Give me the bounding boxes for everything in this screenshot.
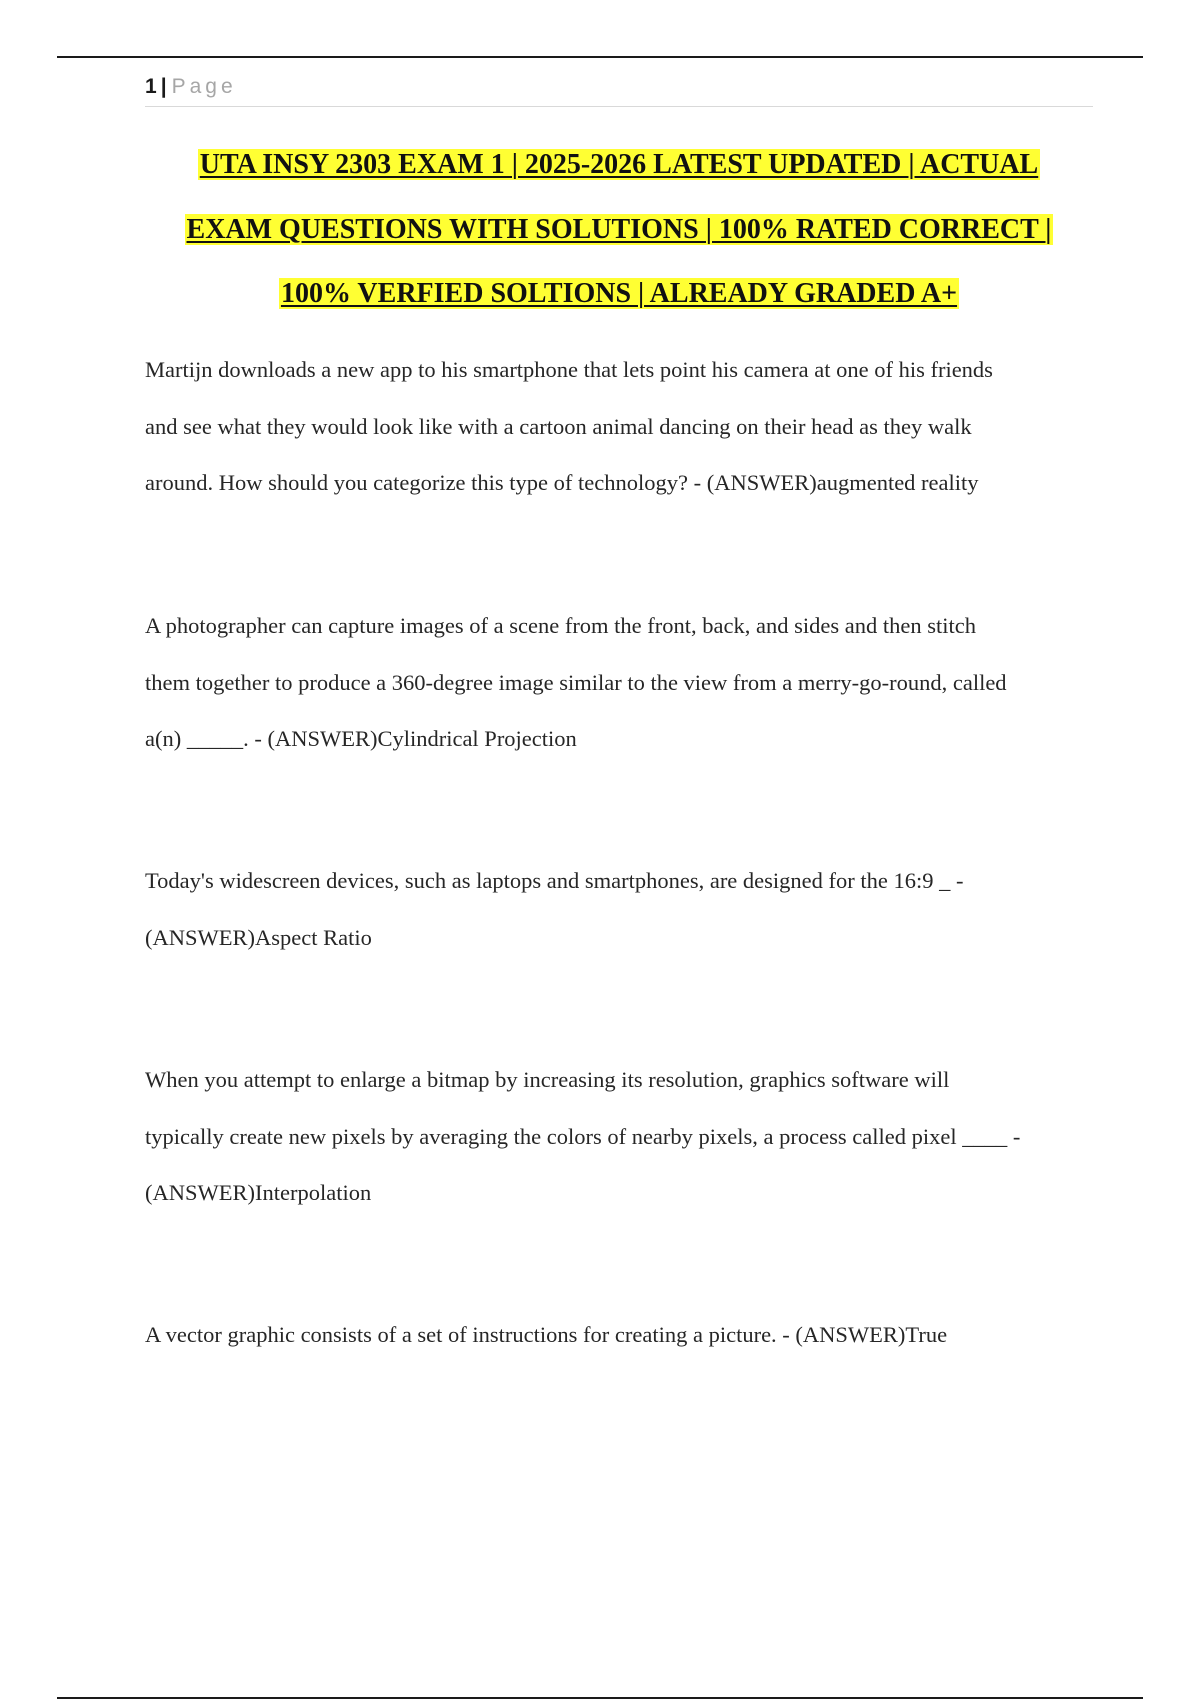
question-line: (ANSWER)Aspect Ratio — [145, 924, 372, 950]
question-line: around. How should you categorize this type of technology? - (ANSWER)augmented reality — [145, 470, 979, 495]
question-line: them together to produce a 360-degree image similar to the view from a merry-go-round, called — [145, 669, 1007, 695]
title-line — [145, 262, 1093, 327]
title-line — [145, 198, 1093, 263]
question-answer-3 — [145, 853, 1095, 966]
question-line: typically create new pixels by averaging the colors of nearby pixels, a process called pixel ____ - — [145, 1123, 1021, 1149]
page-number: 1 — [145, 75, 157, 98]
page-separator: | — [160, 75, 167, 98]
question-line: Today's widescreen devices, such as laptops and smartphones, are designed for the 16:9 _ - — [145, 868, 964, 893]
question-answer-4 — [145, 1052, 1095, 1222]
title-line-text: UTA INSY 2303 EXAM 1 | 2025-2026 LATEST UPDATED | ACTUAL — [199, 149, 1039, 180]
question-answer-2 — [145, 598, 1095, 768]
document-title — [145, 133, 1093, 327]
title-line — [145, 133, 1093, 198]
question-line: (ANSWER)Interpolation — [145, 1180, 372, 1205]
question-answer-1 — [145, 342, 1095, 512]
page-header — [145, 72, 1093, 107]
question-line: Martijn downloads a new app to his smartphone that lets point his camera at one of his friends — [145, 357, 993, 382]
title-line-text: 100% VERFIED SOLTIONS | ALREADY GRADED A+ — [280, 278, 958, 309]
question-line: A vector graphic consists of a set of instructions for creating a picture. - (ANSWER)True — [145, 1322, 948, 1347]
bottom-border-rule — [57, 1697, 1143, 1699]
title-line-text: EXAM QUESTIONS WITH SOLUTIONS | 100% RATED CORRECT | — [186, 213, 1052, 245]
question-answer-5 — [145, 1307, 1095, 1364]
question-line: When you attempt to enlarge a bitmap by increasing its resolution, graphics software will — [145, 1067, 950, 1092]
top-border-rule — [57, 56, 1143, 58]
question-line: and see what they would look like with a cartoon animal dancing on their head as they walk — [145, 413, 972, 439]
question-line: A photographer can capture images of a scene from the front, back, and sides and then stitch — [145, 613, 976, 638]
question-line: a(n) _____. - (ANSWER)Cylindrical Projection — [145, 726, 577, 751]
page-label: Page — [171, 75, 237, 98]
